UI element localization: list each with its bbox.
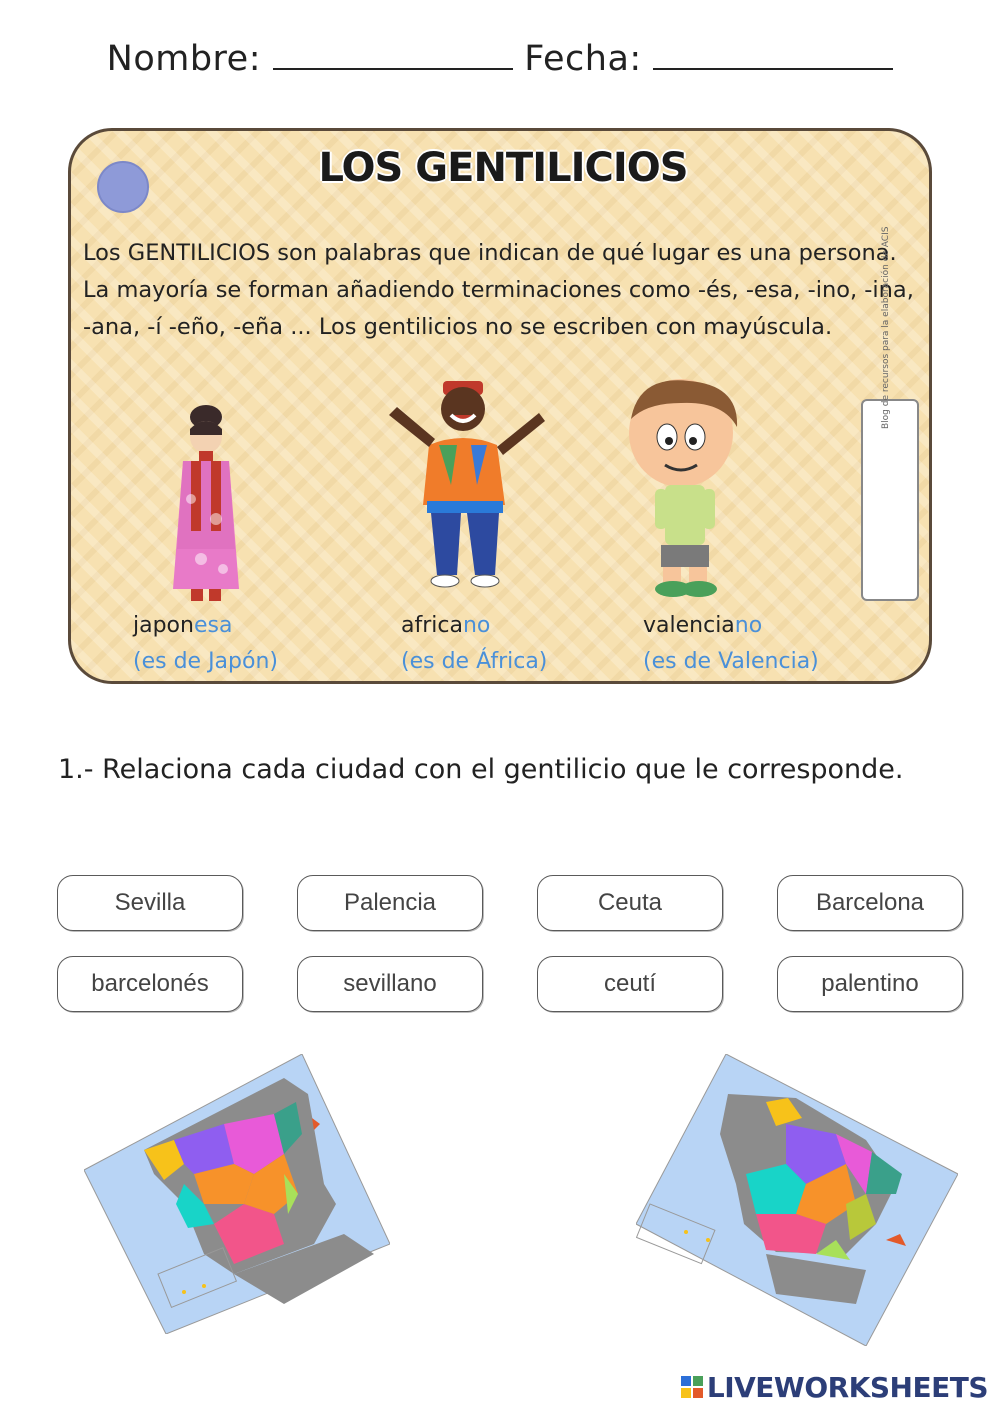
- card-explanation: Los GENTILICIOS son palabras que indican de qué lugar es una persona. La mayoría se forman añadiendo terminaciones como -és, -esa, -ino, -ina, -ana, -í -eño, -eña ... Los gentilicios no se escriben con mayúscula.: [83, 240, 914, 340]
- origin-valencia: (es de Valencia): [643, 649, 819, 674]
- spain-map-left: [84, 1054, 390, 1334]
- tile-city-palencia[interactable]: Palencia: [297, 875, 483, 931]
- date-blank-line[interactable]: [653, 38, 893, 70]
- example-africano: [401, 613, 490, 638]
- example-valenciano-stem: valencia: [643, 613, 735, 638]
- example-japonesa-stem: japon: [133, 613, 194, 638]
- tile-gentilicio-palentino[interactable]: palentino: [777, 956, 963, 1012]
- example-valenciano-suffix: no: [734, 613, 763, 638]
- blog-badge: [861, 226, 919, 601]
- gentilicios-info-card: [68, 128, 932, 684]
- tile-gentilicio-sevillano[interactable]: sevillano: [297, 956, 483, 1012]
- date-label: Fecha:: [524, 39, 642, 79]
- valencian-boy-illustration: [619, 375, 754, 603]
- example-valenciano: [643, 613, 762, 638]
- tile-city-barcelona[interactable]: Barcelona: [777, 875, 963, 931]
- example-japonesa-suffix: esa: [193, 613, 233, 638]
- brand-text: LIVEWORKSHEETS: [706, 1371, 988, 1404]
- name-blank-line[interactable]: [273, 38, 513, 70]
- exercise-instruction: 1.- Relaciona cada ciudad con el gentilicio que le corresponde.: [58, 754, 904, 785]
- tile-gentilicio-barcelones[interactable]: barcelonés: [57, 956, 243, 1012]
- japanese-girl-illustration: [161, 399, 251, 614]
- example-africano-stem: africa: [401, 613, 463, 638]
- tile-city-sevilla[interactable]: Sevilla: [57, 875, 243, 931]
- card-title: LOS GENTILICIOS: [318, 145, 688, 191]
- example-japonesa: [133, 613, 232, 638]
- worksheet-header: [0, 38, 1000, 79]
- name-label: Nombre:: [106, 39, 261, 79]
- tile-gentilicio-ceuti[interactable]: ceutí: [537, 956, 723, 1012]
- spain-map-right: [636, 1054, 958, 1346]
- origin-japon: (es de Japón): [133, 649, 278, 674]
- origin-africa: (es de África): [401, 649, 548, 674]
- liveworksheets-logo-icon: [681, 1376, 703, 1400]
- badge-text: Blog de recursos para la elaboración de ACIS: [881, 226, 891, 429]
- african-boy-illustration: [379, 375, 554, 600]
- liveworksheets-brand: [681, 1371, 988, 1404]
- example-africano-suffix: no: [462, 613, 491, 638]
- tile-city-ceuta[interactable]: Ceuta: [537, 875, 723, 931]
